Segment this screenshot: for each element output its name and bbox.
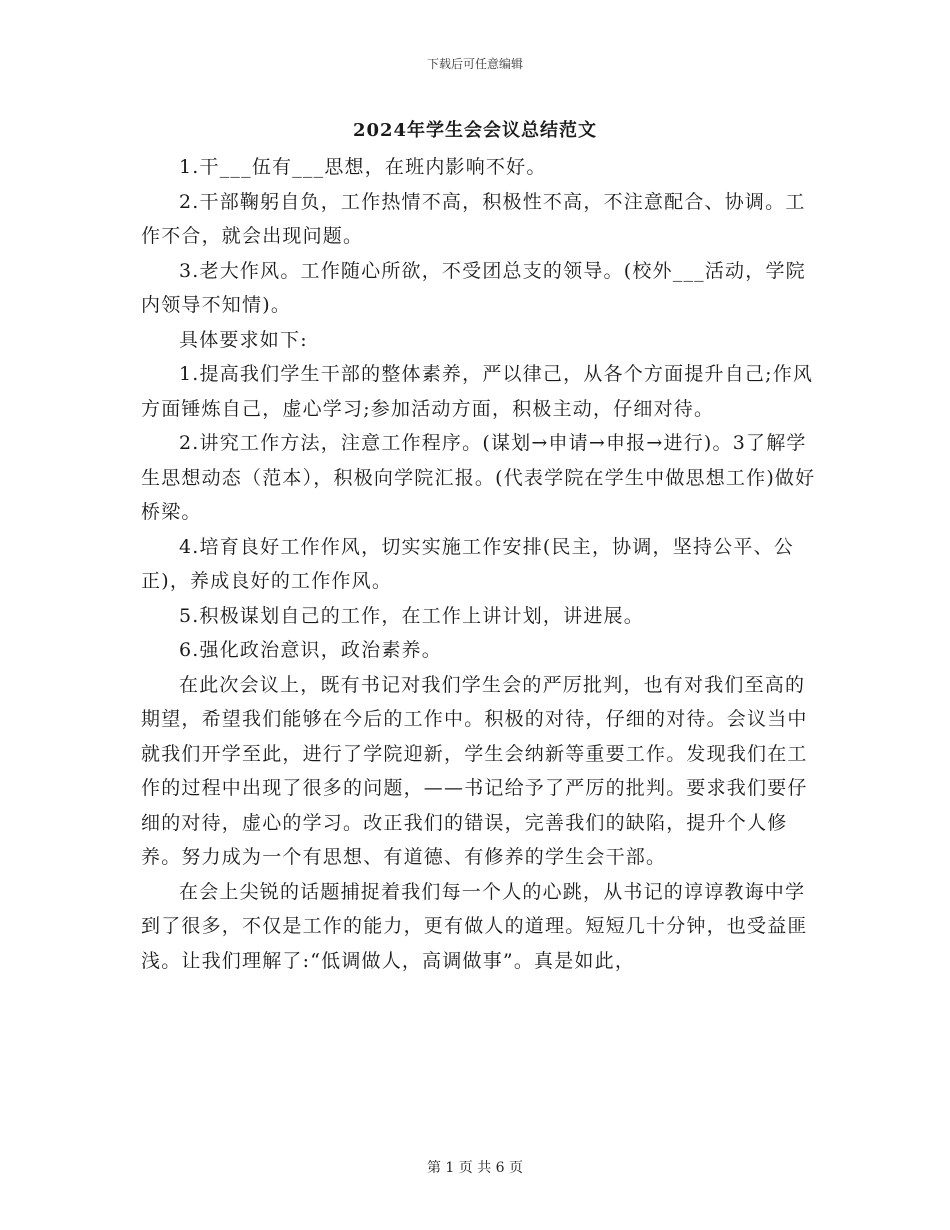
paragraph: 具体要求如下: — [179, 328, 308, 351]
page-number: 第 1 页 共 6 页 — [426, 1160, 524, 1176]
paragraph: 4.培育良好工作作风，切实实施工作安排(民主，协调，坚持公平、公正)，养成良好的工作作风。 — [141, 535, 794, 592]
paragraph: 1.干___伍有___思想，在班内影响不好。 — [179, 156, 547, 178]
paragraph: 6.强化政治意识，政治素养。 — [179, 639, 442, 661]
paragraph: 2.讲究工作方法，注意工作程序。(谋划→申请→申报→进行)。3了解学生思想动态（范本），积极向学院汇报。(代表学院在学生中做思想工作)做好桥梁。 — [141, 432, 816, 523]
document-title: 2024年学生会会议总结范文 — [352, 120, 598, 141]
paragraph: 在会上尖锐的话题捕捉着我们每一个人的心跳，从书记的谆谆教诲中学到了很多，不仅是工作的能力，更有做人的道理。短短几十分钟，也受益匪浅。让我们理解了:“低调做人，高调做事”。真是如此， — [141, 880, 808, 972]
paragraph: 3.老大作风。工作随心所欲，不受团总支的领导。(校外___活动，学院内领导不知情)。 — [141, 259, 806, 316]
page-header-note: 下载后可任意编辑 — [426, 57, 523, 71]
paragraph: 5.积极谋划自己的工作，在工作上讲计划，讲进展。 — [179, 604, 644, 627]
paragraph: 1.提高我们学生干部的整体素养，严以律己，从各个方面提升自己;作风方面锤炼自己，虚心学习;参加活动方面，积极主动，仔细对待。 — [141, 363, 814, 420]
paragraph: 在此次会议上，既有书记对我们学生会的严厉批判，也有对我们至高的期望，希望我们能够在今后的工作中。积极的对待，仔细的对待。会议当中就我们开学至此，进行了学院迎新，学生会纳新等重要工作。发现我们在工作的过程中出现了很多的问题，——书记给予了严厉的批判。要求我们要仔细的对待，虚心的学习。改正我们的错误，完善我们的缺陷，提升个人修养。努力成为一个有思想、有道德、有修养的学生会干部。 — [141, 673, 808, 868]
paragraph: 2.干部鞠躬自负，工作热情不高，积极性不高，不注意配合、协调。工作不合，就会出现问题。 — [141, 190, 806, 247]
document-body — [141, 150, 821, 978]
